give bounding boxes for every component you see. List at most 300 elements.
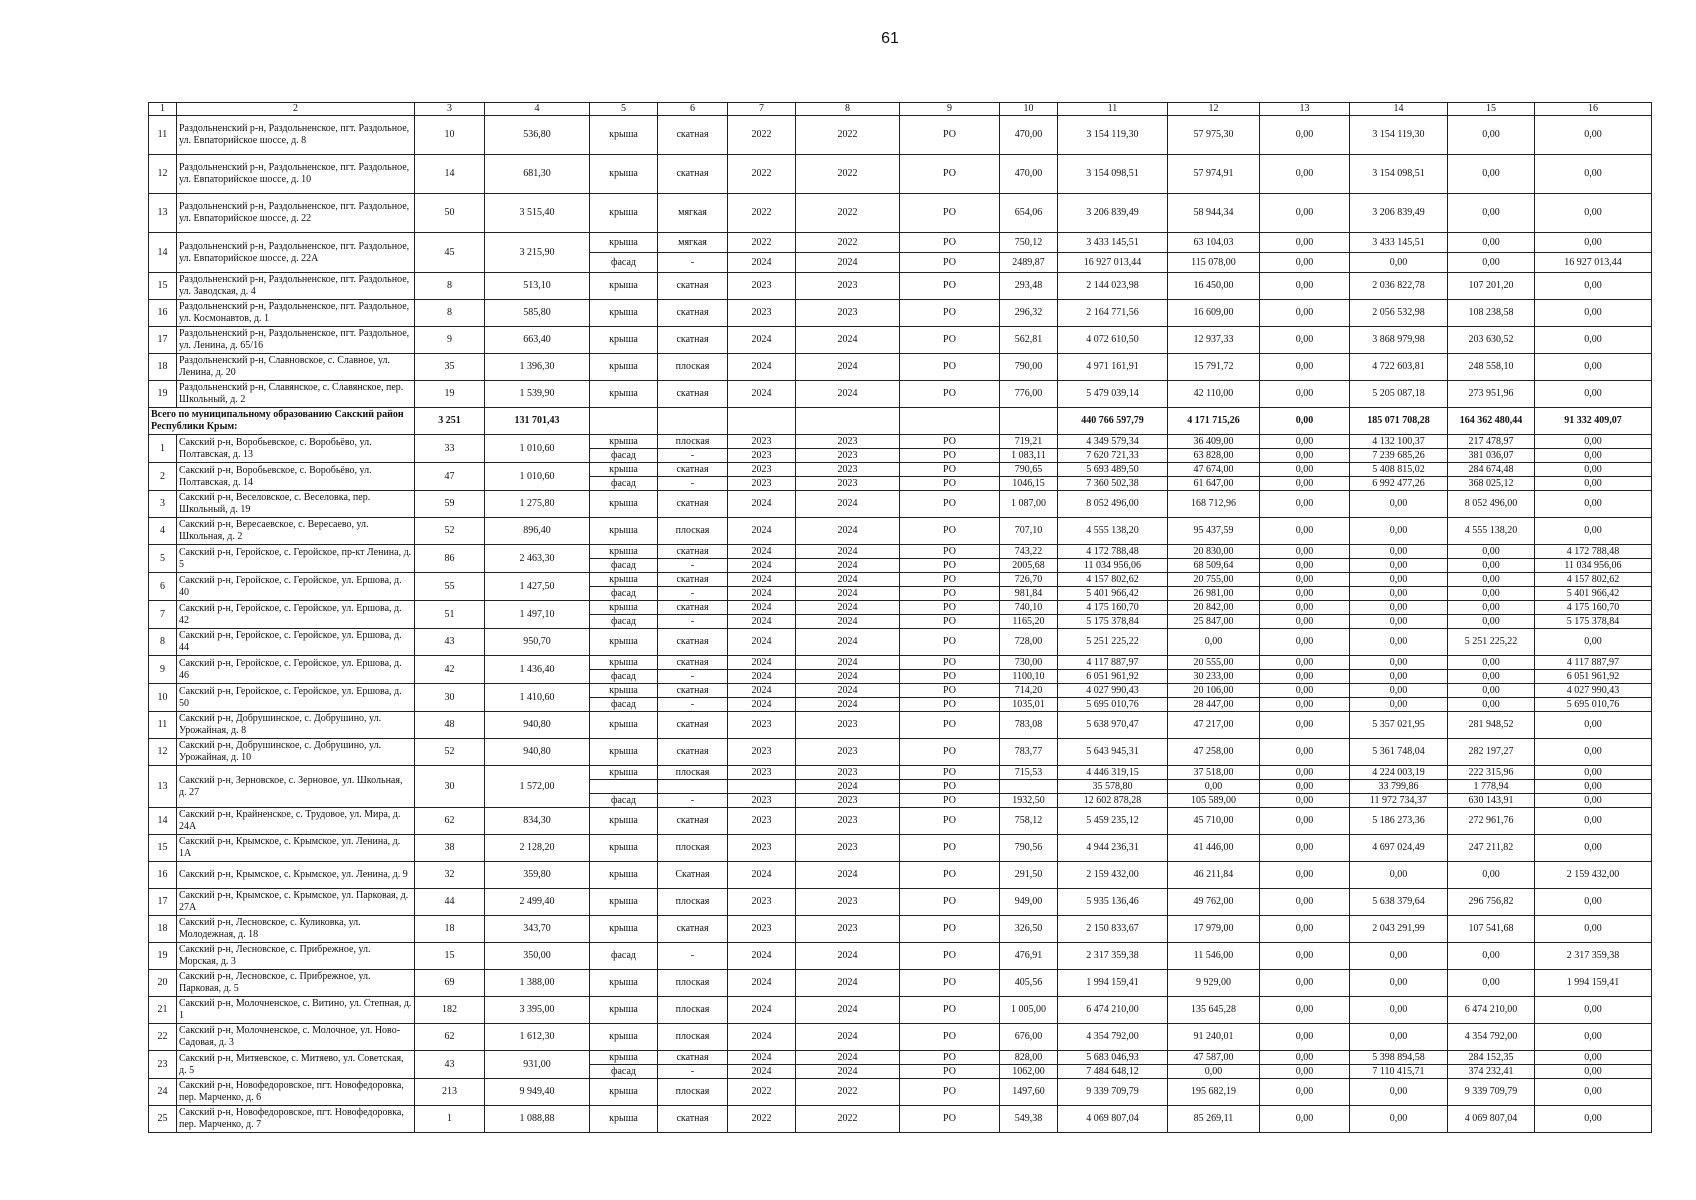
total-empty-cell bbox=[590, 408, 658, 435]
work-c12: 11 546,00 bbox=[1168, 943, 1260, 970]
apartments-count: 45 bbox=[415, 233, 485, 273]
work-c10: 790,65 bbox=[1000, 463, 1058, 477]
work-c16: 0,00 bbox=[1535, 233, 1652, 253]
work-c5: крыша bbox=[590, 1024, 658, 1051]
work-c12: 25 847,00 bbox=[1168, 615, 1260, 629]
work-c10: 476,91 bbox=[1000, 943, 1058, 970]
work-c14: 4 697 024,49 bbox=[1350, 835, 1448, 862]
work-c10: 1100,10 bbox=[1000, 670, 1058, 684]
apartments-count: 59 bbox=[415, 491, 485, 518]
work-c7: 2022 bbox=[728, 233, 796, 253]
work-c15: 0,00 bbox=[1448, 656, 1535, 670]
apartments-count: 8 bbox=[415, 273, 485, 300]
work-c15: 108 238,58 bbox=[1448, 300, 1535, 327]
table-row bbox=[149, 656, 1652, 670]
work-c8: 2023 bbox=[796, 449, 900, 463]
table-row bbox=[149, 435, 1652, 449]
work-c9: РО bbox=[900, 916, 1000, 943]
work-c11: 5 251 225,22 bbox=[1058, 629, 1168, 656]
work-c9: РО bbox=[900, 573, 1000, 587]
table-row bbox=[149, 273, 1652, 300]
work-c9: РО bbox=[900, 253, 1000, 273]
work-c8: 2023 bbox=[796, 739, 900, 766]
work-c13: 0,00 bbox=[1260, 194, 1350, 233]
work-c6: - bbox=[658, 943, 728, 970]
work-c14: 5 357 021,95 bbox=[1350, 712, 1448, 739]
work-c6: скатная bbox=[658, 155, 728, 194]
work-c6: плоская bbox=[658, 889, 728, 916]
work-c8: 2022 bbox=[796, 1106, 900, 1133]
work-c10: 783,08 bbox=[1000, 712, 1058, 739]
work-c15: 284 674,48 bbox=[1448, 463, 1535, 477]
work-c14: 2 043 291,99 bbox=[1350, 916, 1448, 943]
work-c12: 16 450,00 bbox=[1168, 273, 1260, 300]
address-cell: Сакский р-н, Крымское, с. Крымское, ул. Ленина, д. 1А bbox=[177, 835, 415, 862]
work-c13: 0,00 bbox=[1260, 780, 1350, 794]
work-c9: РО bbox=[900, 559, 1000, 573]
work-c5: крыша bbox=[590, 354, 658, 381]
work-c15: 284 152,35 bbox=[1448, 1051, 1535, 1065]
work-c5: крыша bbox=[590, 656, 658, 670]
work-c6: - bbox=[658, 559, 728, 573]
work-c12: 41 446,00 bbox=[1168, 835, 1260, 862]
work-c10 bbox=[1000, 780, 1058, 794]
work-c5: крыша bbox=[590, 194, 658, 233]
work-c15: 5 251 225,22 bbox=[1448, 629, 1535, 656]
work-c13: 0,00 bbox=[1260, 712, 1350, 739]
work-c15: 0,00 bbox=[1448, 615, 1535, 629]
work-c16: 5 695 010,76 bbox=[1535, 698, 1652, 712]
work-c12: 20 755,00 bbox=[1168, 573, 1260, 587]
work-c14: 0,00 bbox=[1350, 862, 1448, 889]
work-c10: 790,00 bbox=[1000, 354, 1058, 381]
work-c11: 4 069 807,04 bbox=[1058, 1106, 1168, 1133]
table-row bbox=[149, 943, 1652, 970]
address-cell: Сакский р-н, Геройское, с. Геройское, ул. Ершова, д. 42 bbox=[177, 601, 415, 629]
work-c16: 2 317 359,38 bbox=[1535, 943, 1652, 970]
table-row bbox=[149, 766, 1652, 780]
work-c11: 5 935 136,46 bbox=[1058, 889, 1168, 916]
address-cell: Раздольненский р-н, Раздольненское, пгт. Раздольное, ул. Заводская, д. 4 bbox=[177, 273, 415, 300]
work-c8: 2024 bbox=[796, 629, 900, 656]
work-c14: 0,00 bbox=[1350, 684, 1448, 698]
work-c13: 0,00 bbox=[1260, 354, 1350, 381]
apartments-count: 55 bbox=[415, 573, 485, 601]
table-row bbox=[149, 997, 1652, 1024]
work-c11: 5 695 010,76 bbox=[1058, 698, 1168, 712]
total-area-cell: 681,30 bbox=[485, 155, 590, 194]
page-number: 61 bbox=[881, 30, 899, 47]
total-area-cell: 1 612,30 bbox=[485, 1024, 590, 1051]
table-row bbox=[149, 233, 1652, 253]
capital-repair-table bbox=[148, 102, 1652, 1133]
apartments-count: 52 bbox=[415, 518, 485, 545]
work-c11: 2 159 432,00 bbox=[1058, 862, 1168, 889]
address-cell: Сакский р-н, Геройское, с. Геройское, ул. Ершова, д. 44 bbox=[177, 629, 415, 656]
work-c11: 3 433 145,51 bbox=[1058, 233, 1168, 253]
work-c11: 4 555 138,20 bbox=[1058, 518, 1168, 545]
work-c14: 0,00 bbox=[1350, 545, 1448, 559]
work-c12: 68 509,64 bbox=[1168, 559, 1260, 573]
work-c6: плоская bbox=[658, 435, 728, 449]
work-c16: 0,00 bbox=[1535, 449, 1652, 463]
work-c16: 4 117 887,97 bbox=[1535, 656, 1652, 670]
address-cell: Сакский р-н, Веселовское, с. Веселовка, пер. Школьный, д. 19 bbox=[177, 491, 415, 518]
work-c15: 0,00 bbox=[1448, 943, 1535, 970]
address-cell: Сакский р-н, Молочненское, с. Витино, ул. Степная, д. 1 bbox=[177, 997, 415, 1024]
column-header-4: 4 bbox=[485, 103, 590, 116]
work-c11: 6 051 961,92 bbox=[1058, 670, 1168, 684]
total-area-cell: 1 427,50 bbox=[485, 573, 590, 601]
address-cell: Сакский р-н, Добрушинское, с. Добрушино, ул. Урожайная, д. 10 bbox=[177, 739, 415, 766]
total-area-cell: 1 539,90 bbox=[485, 381, 590, 408]
work-c16: 0,00 bbox=[1535, 463, 1652, 477]
work-c9: РО bbox=[900, 808, 1000, 835]
work-c12: 0,00 bbox=[1168, 1065, 1260, 1079]
column-header-16: 16 bbox=[1535, 103, 1652, 116]
work-c11: 4 354 792,00 bbox=[1058, 1024, 1168, 1051]
row-number: 9 bbox=[149, 656, 177, 684]
work-c15: 0,00 bbox=[1448, 116, 1535, 155]
work-c7: 2024 bbox=[728, 670, 796, 684]
work-c14: 5 205 087,18 bbox=[1350, 381, 1448, 408]
work-c6: - bbox=[658, 670, 728, 684]
work-c15: 0,00 bbox=[1448, 233, 1535, 253]
work-c6: - bbox=[658, 1065, 728, 1079]
work-c5: фасад bbox=[590, 670, 658, 684]
work-c14: 4 224 003,19 bbox=[1350, 766, 1448, 780]
work-c6: мягкая bbox=[658, 233, 728, 253]
work-c7: 2024 bbox=[728, 862, 796, 889]
total-area-cell: 663,40 bbox=[485, 327, 590, 354]
row-number: 13 bbox=[149, 766, 177, 808]
work-c9: РО bbox=[900, 780, 1000, 794]
row-number: 11 bbox=[149, 712, 177, 739]
work-c10: 719,21 bbox=[1000, 435, 1058, 449]
work-c11: 11 034 956,06 bbox=[1058, 559, 1168, 573]
work-c7: 2024 bbox=[728, 491, 796, 518]
row-number: 18 bbox=[149, 916, 177, 943]
total-area-cell: 950,70 bbox=[485, 629, 590, 656]
work-c7: 2023 bbox=[728, 273, 796, 300]
work-c13: 0,00 bbox=[1260, 381, 1350, 408]
work-c12: 47 587,00 bbox=[1168, 1051, 1260, 1065]
apartments-count: 9 bbox=[415, 327, 485, 354]
work-c10: 296,32 bbox=[1000, 300, 1058, 327]
work-c16: 0,00 bbox=[1535, 808, 1652, 835]
work-c14: 0,00 bbox=[1350, 1079, 1448, 1106]
work-c13: 0,00 bbox=[1260, 698, 1350, 712]
work-c14: 3 154 119,30 bbox=[1350, 116, 1448, 155]
total-area-cell: 2 463,30 bbox=[485, 545, 590, 573]
work-c14: 2 056 532,98 bbox=[1350, 300, 1448, 327]
work-c15: 0,00 bbox=[1448, 601, 1535, 615]
work-c11: 3 154 119,30 bbox=[1058, 116, 1168, 155]
work-c9: РО bbox=[900, 435, 1000, 449]
work-c10: 714,20 bbox=[1000, 684, 1058, 698]
work-c7: 2024 bbox=[728, 997, 796, 1024]
work-c7: 2024 bbox=[728, 545, 796, 559]
work-c5: крыша bbox=[590, 889, 658, 916]
work-c10: 293,48 bbox=[1000, 273, 1058, 300]
work-c9: РО bbox=[900, 670, 1000, 684]
work-c8: 2023 bbox=[796, 712, 900, 739]
work-c13: 0,00 bbox=[1260, 587, 1350, 601]
work-c16: 0,00 bbox=[1535, 491, 1652, 518]
work-c11: 5 459 235,12 bbox=[1058, 808, 1168, 835]
work-c14: 0,00 bbox=[1350, 601, 1448, 615]
work-c6: скатная bbox=[658, 1106, 728, 1133]
work-c6: скатная bbox=[658, 739, 728, 766]
work-c7: 2023 bbox=[728, 435, 796, 449]
work-c15: 247 211,82 bbox=[1448, 835, 1535, 862]
work-c16: 0,00 bbox=[1535, 300, 1652, 327]
column-header-7: 7 bbox=[728, 103, 796, 116]
work-c8: 2024 bbox=[796, 670, 900, 684]
work-c10: 949,00 bbox=[1000, 889, 1058, 916]
work-c13: 0,00 bbox=[1260, 1106, 1350, 1133]
work-c5: крыша bbox=[590, 116, 658, 155]
work-c9: РО bbox=[900, 1024, 1000, 1051]
work-c8: 2022 bbox=[796, 155, 900, 194]
address-cell: Сакский р-н, Геройское, с. Геройское, ул. Ершова, д. 40 bbox=[177, 573, 415, 601]
row-number: 5 bbox=[149, 545, 177, 573]
work-c8: 2024 bbox=[796, 1065, 900, 1079]
work-c12: 61 647,00 bbox=[1168, 477, 1260, 491]
total-area-cell: 931,00 bbox=[485, 1051, 590, 1079]
work-c11: 4 349 579,34 bbox=[1058, 435, 1168, 449]
work-c16: 0,00 bbox=[1535, 1079, 1652, 1106]
work-c14: 7 110 415,71 bbox=[1350, 1065, 1448, 1079]
work-c11: 4 172 788,48 bbox=[1058, 545, 1168, 559]
work-c12: 57 974,91 bbox=[1168, 155, 1260, 194]
apartments-count: 43 bbox=[415, 1051, 485, 1079]
work-c9: РО bbox=[900, 155, 1000, 194]
work-c12: 9 929,00 bbox=[1168, 970, 1260, 997]
work-c5: крыша bbox=[590, 327, 658, 354]
work-c13: 0,00 bbox=[1260, 1024, 1350, 1051]
table-row bbox=[149, 629, 1652, 656]
work-c10: 2489,87 bbox=[1000, 253, 1058, 273]
total-area-cell: 350,00 bbox=[485, 943, 590, 970]
work-c9: РО bbox=[900, 518, 1000, 545]
work-c15: 217 478,97 bbox=[1448, 435, 1535, 449]
total-area-cell: 513,10 bbox=[485, 273, 590, 300]
total-empty-cell bbox=[900, 408, 1000, 435]
work-c5: крыша bbox=[590, 712, 658, 739]
work-c13: 0,00 bbox=[1260, 970, 1350, 997]
work-c16: 0,00 bbox=[1535, 477, 1652, 491]
row-number: 12 bbox=[149, 155, 177, 194]
work-c16: 5 401 966,42 bbox=[1535, 587, 1652, 601]
work-c6: скатная bbox=[658, 601, 728, 615]
table-row bbox=[149, 712, 1652, 739]
work-c13: 0,00 bbox=[1260, 943, 1350, 970]
work-c14: 0,00 bbox=[1350, 698, 1448, 712]
total-area-cell: 1 396,30 bbox=[485, 354, 590, 381]
work-c7: 2024 bbox=[728, 698, 796, 712]
work-c5: крыша bbox=[590, 808, 658, 835]
column-header-12: 12 bbox=[1168, 103, 1260, 116]
column-header-11: 11 bbox=[1058, 103, 1168, 116]
work-c16: 4 157 802,62 bbox=[1535, 573, 1652, 587]
work-c5: фасад bbox=[590, 477, 658, 491]
work-c7: 2023 bbox=[728, 766, 796, 780]
work-c15: 381 036,07 bbox=[1448, 449, 1535, 463]
work-c12: 105 589,00 bbox=[1168, 794, 1260, 808]
work-c14: 6 992 477,26 bbox=[1350, 477, 1448, 491]
work-c9: РО bbox=[900, 273, 1000, 300]
work-c11: 4 157 802,62 bbox=[1058, 573, 1168, 587]
work-c12: 28 447,00 bbox=[1168, 698, 1260, 712]
work-c15: 107 541,68 bbox=[1448, 916, 1535, 943]
work-c6: скатная bbox=[658, 712, 728, 739]
table-row bbox=[149, 889, 1652, 916]
work-c9: РО bbox=[900, 587, 1000, 601]
work-c6: плоская bbox=[658, 1079, 728, 1106]
work-c7: 2022 bbox=[728, 194, 796, 233]
total-c14: 185 071 708,28 bbox=[1350, 408, 1448, 435]
work-c8: 2024 bbox=[796, 491, 900, 518]
work-c13: 0,00 bbox=[1260, 477, 1350, 491]
work-c16: 0,00 bbox=[1535, 1065, 1652, 1079]
work-c11: 35 578,80 bbox=[1058, 780, 1168, 794]
work-c5: крыша bbox=[590, 273, 658, 300]
table-row bbox=[149, 1024, 1652, 1051]
table-row bbox=[149, 354, 1652, 381]
table-row bbox=[149, 835, 1652, 862]
work-c16: 0,00 bbox=[1535, 381, 1652, 408]
work-c6: - bbox=[658, 615, 728, 629]
total-area-cell: 896,40 bbox=[485, 518, 590, 545]
work-c7: 2024 bbox=[728, 327, 796, 354]
work-c16: 6 051 961,92 bbox=[1535, 670, 1652, 684]
address-cell: Раздольненский р-н, Раздольненское, пгт. Раздольное, ул. Евпаторийское шоссе, д. 8 bbox=[177, 116, 415, 155]
work-c9: РО bbox=[900, 601, 1000, 615]
work-c8: 2023 bbox=[796, 300, 900, 327]
work-c9: РО bbox=[900, 1079, 1000, 1106]
work-c8: 2022 bbox=[796, 233, 900, 253]
work-c5: крыша bbox=[590, 629, 658, 656]
work-c12: 63 828,00 bbox=[1168, 449, 1260, 463]
apartments-count: 48 bbox=[415, 712, 485, 739]
work-c8: 2024 bbox=[796, 684, 900, 698]
table-row bbox=[149, 194, 1652, 233]
table-row bbox=[149, 518, 1652, 545]
apartments-count: 15 bbox=[415, 943, 485, 970]
work-c10: 715,53 bbox=[1000, 766, 1058, 780]
work-c5: крыша bbox=[590, 155, 658, 194]
work-c10: 405,56 bbox=[1000, 970, 1058, 997]
work-c14: 3 868 979,98 bbox=[1350, 327, 1448, 354]
apartments-count: 43 bbox=[415, 629, 485, 656]
column-header-1: 1 bbox=[149, 103, 177, 116]
work-c16: 0,00 bbox=[1535, 194, 1652, 233]
work-c7: 2024 bbox=[728, 629, 796, 656]
apartments-count: 35 bbox=[415, 354, 485, 381]
work-c16: 0,00 bbox=[1535, 780, 1652, 794]
work-c8: 2024 bbox=[796, 656, 900, 670]
work-c14: 0,00 bbox=[1350, 670, 1448, 684]
table-row bbox=[149, 1051, 1652, 1065]
work-c12: 20 842,00 bbox=[1168, 601, 1260, 615]
total-area-cell: 1 275,80 bbox=[485, 491, 590, 518]
address-cell: Сакский р-н, Добрушинское, с. Добрушино, ул. Урожайная, д. 8 bbox=[177, 712, 415, 739]
work-c15: 0,00 bbox=[1448, 253, 1535, 273]
total-c12: 4 171 715,26 bbox=[1168, 408, 1260, 435]
work-c5: фасад bbox=[590, 587, 658, 601]
work-c10: 707,10 bbox=[1000, 518, 1058, 545]
address-cell: Раздольненский р-н, Раздольненское, пгт. Раздольное, ул. Евпаторийское шоссе, д. 22А bbox=[177, 233, 415, 273]
work-c16: 11 034 956,06 bbox=[1535, 559, 1652, 573]
work-c12: 95 437,59 bbox=[1168, 518, 1260, 545]
work-c6: скатная bbox=[658, 656, 728, 670]
work-c5: фасад bbox=[590, 943, 658, 970]
work-c13: 0,00 bbox=[1260, 491, 1350, 518]
work-c15: 6 474 210,00 bbox=[1448, 997, 1535, 1024]
work-c9: РО bbox=[900, 629, 1000, 656]
work-c8: 2024 bbox=[796, 698, 900, 712]
work-c6: скатная bbox=[658, 1051, 728, 1065]
work-c5: крыша bbox=[590, 435, 658, 449]
work-c8: 2024 bbox=[796, 615, 900, 629]
total-area-cell: 1 497,10 bbox=[485, 601, 590, 629]
work-c8: 2024 bbox=[796, 573, 900, 587]
work-c12: 36 409,00 bbox=[1168, 435, 1260, 449]
work-c13: 0,00 bbox=[1260, 435, 1350, 449]
work-c11: 4 971 161,91 bbox=[1058, 354, 1168, 381]
work-c16: 0,00 bbox=[1535, 835, 1652, 862]
apartments-count: 50 bbox=[415, 194, 485, 233]
work-c9: РО bbox=[900, 889, 1000, 916]
apartments-count: 69 bbox=[415, 970, 485, 997]
table-row bbox=[149, 116, 1652, 155]
work-c13: 0,00 bbox=[1260, 997, 1350, 1024]
work-c6: - bbox=[658, 698, 728, 712]
column-header-6: 6 bbox=[658, 103, 728, 116]
apartments-count: 10 bbox=[415, 116, 485, 155]
work-c10: 2005,68 bbox=[1000, 559, 1058, 573]
address-cell: Раздольненский р-н, Раздольненское, пгт. Раздольное, ул. Евпаторийское шоссе, д. 22 bbox=[177, 194, 415, 233]
work-c11: 5 401 966,42 bbox=[1058, 587, 1168, 601]
work-c5: крыша bbox=[590, 233, 658, 253]
work-c12: 30 233,00 bbox=[1168, 670, 1260, 684]
work-c9: РО bbox=[900, 1106, 1000, 1133]
work-c13: 0,00 bbox=[1260, 518, 1350, 545]
total-area-cell: 1 388,00 bbox=[485, 970, 590, 997]
work-c16: 0,00 bbox=[1535, 116, 1652, 155]
work-c10: 1 005,00 bbox=[1000, 997, 1058, 1024]
table-row bbox=[149, 327, 1652, 354]
work-c9: РО bbox=[900, 545, 1000, 559]
work-c15: 4 069 807,04 bbox=[1448, 1106, 1535, 1133]
work-c14: 3 154 098,51 bbox=[1350, 155, 1448, 194]
work-c7: 2023 bbox=[728, 300, 796, 327]
row-number: 17 bbox=[149, 889, 177, 916]
column-header-10: 10 bbox=[1000, 103, 1058, 116]
work-c12: 115 078,00 bbox=[1168, 253, 1260, 273]
apartments-count: 14 bbox=[415, 155, 485, 194]
work-c8: 2024 bbox=[796, 1024, 900, 1051]
work-c10: 676,00 bbox=[1000, 1024, 1058, 1051]
apartments-count: 30 bbox=[415, 766, 485, 808]
work-c13: 0,00 bbox=[1260, 889, 1350, 916]
row-number: 15 bbox=[149, 835, 177, 862]
work-c8: 2022 bbox=[796, 1079, 900, 1106]
work-c12: 20 555,00 bbox=[1168, 656, 1260, 670]
total-area-cell: 1 010,60 bbox=[485, 435, 590, 463]
work-c14: 4 132 100,37 bbox=[1350, 435, 1448, 449]
